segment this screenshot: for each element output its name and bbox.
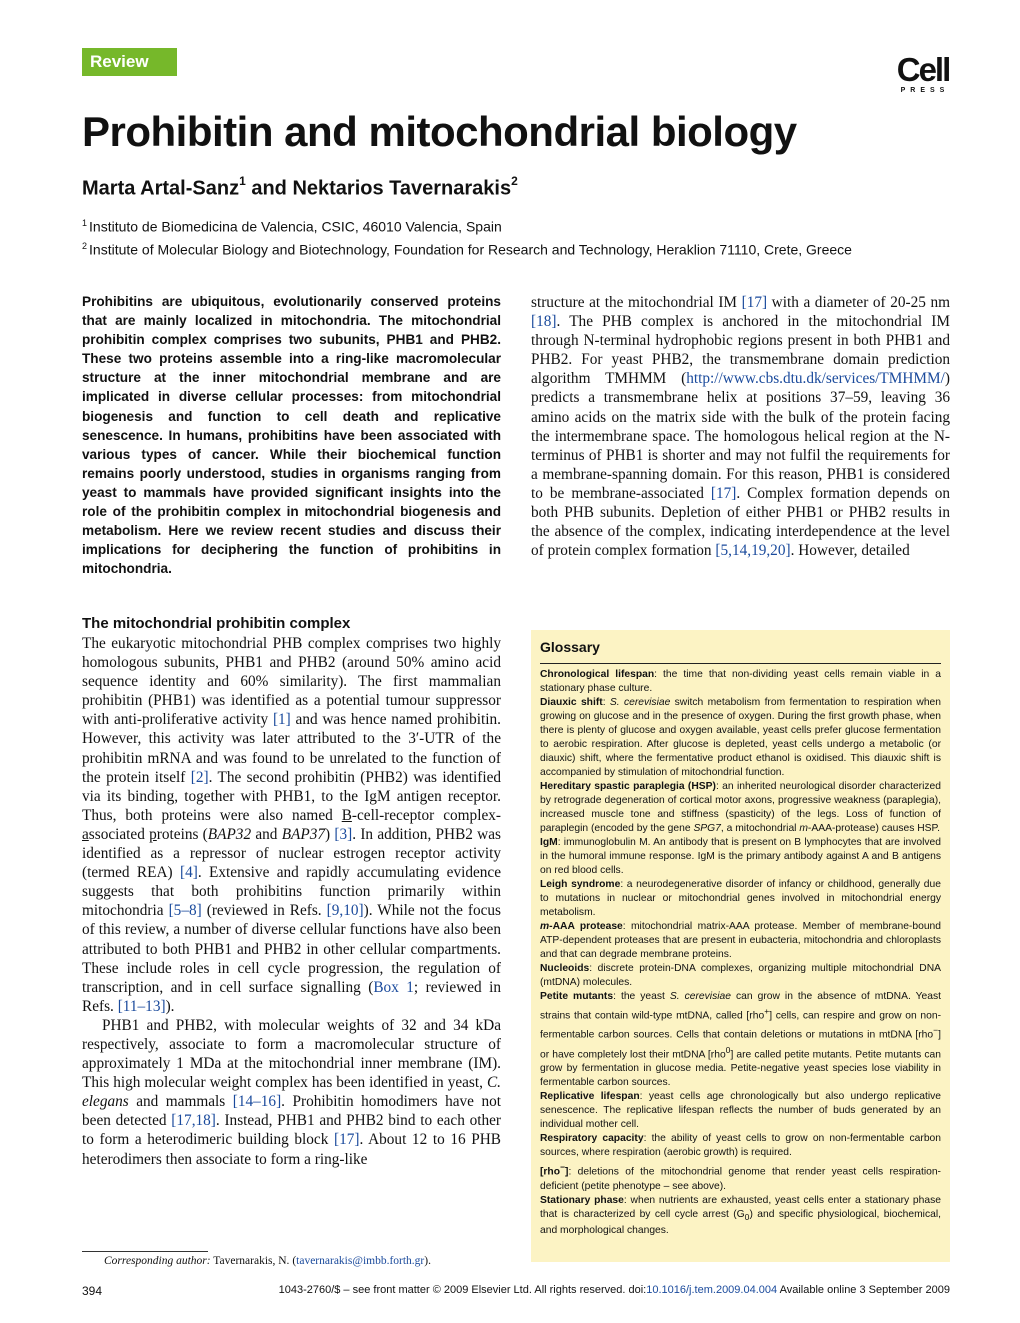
footnote-label: Corresponding author: [104, 1255, 211, 1267]
glossary-term: Diauxic shift [540, 697, 603, 708]
text-run: : immunoglobulin M. An antibody that is present on B lymphocytes that are involved in the humoral immune response. IgM is the primary antibody against A and B antigens on red blood cells. [540, 837, 941, 876]
citation-link[interactable]: [18] [531, 313, 557, 331]
body-paragraph [531, 293, 950, 560]
text-run: . In addition, PHB2 was identified as a repressor of nuclear estrogen receptor activity (termed REA) [82, 825, 501, 882]
glossary-entry [540, 962, 941, 990]
author-affil-sup: 1 [239, 174, 246, 188]
text-run: BAP32 [207, 825, 252, 843]
glossary-entry [540, 878, 941, 920]
text-run: The eukaryotic mitochondrial PHB complex comprises two highly homologous subunits, PHB1 and PHB2 (around 50% amino acid sequence identity and 60% similarity). The first mammalian prohibitin (PHB1) was identified as a potential tumour suppressor with anti-proliferative activity [82, 635, 501, 729]
glossary-box [531, 630, 950, 1262]
text-run: 0 [744, 1211, 750, 1222]
text-run: and mammals [128, 1093, 233, 1111]
glossary-list [540, 668, 941, 1238]
text-run: -cell-receptor complex- [351, 806, 501, 824]
text-run: : when nutrients are exhausted, yeast cells enter a stationary phase that is characterized by cell cycle arrest (G [540, 1194, 941, 1220]
body-paragraph [82, 1016, 501, 1169]
text-run: with a diameter of 20-25 nm [767, 294, 951, 311]
glossary-entry [540, 1132, 941, 1160]
affiliations [82, 214, 852, 259]
text-run: ] cells, can respire and grow on non-fermentable carbon sources. Cells that contain deletions or mutations in mtDNA [rho [540, 1010, 942, 1041]
citation-link[interactable]: [17] [741, 294, 768, 311]
text-run: ) predicts a transmembrane helix at positions 37–59, leaving 36 amino acids on the matrix side with the bulk of the protein facing the intermembrane space. The homologous helical region at the N-terminus of PHB1 is shorter and may not fulfil the requirements for a membrane-spanning domain. For this reason, PHB1 is considered to be membrane-associated [531, 370, 950, 502]
text-run: m [799, 823, 808, 834]
glossary-term: Hereditary spastic paraplegia (HSP) [540, 781, 716, 792]
text-run: + [764, 1006, 770, 1016]
author-joiner: and [251, 177, 287, 200]
glossary-term: [rho [540, 1166, 561, 1178]
text-run: : an inherited neurological disorder characterized by retrograde degeneration of cortical motor axons, progressive weakness (paraplegia), increased muscle tone and stiffness (spasticity) of the legs. Loss of function of paraplegin (encoded by the gene [540, 781, 941, 834]
text-run: ] are called petite mutants. Petite mutants can grow by fermentation in glucose media. Petite-negative yeast species lose viability in fermentable carbon sources. [540, 1049, 941, 1089]
text-run: BAP37 [281, 825, 326, 843]
author-name: Marta Artal-Sanz [82, 177, 240, 200]
footer-info [279, 1284, 950, 1296]
affiliation-sup: 2 [82, 240, 88, 251]
article-title: Prohibitin and mitochondrial biology [82, 108, 797, 155]
corresponding-author-note: Corresponding author: Tavernarakis, N. (tavernarakis@imbb.forth.gr). [104, 1255, 431, 1267]
glossary-entry [540, 1194, 941, 1238]
text-run: . Extensive and rapidly accumulating evidence suggests that both prohibitins function primarily within mitochondria [82, 864, 502, 920]
text-run: , a mitochondrial [720, 823, 800, 834]
body-right-column [531, 293, 950, 560]
text-run: and [251, 825, 282, 843]
affiliation-text: Institute of Molecular Biology and Biotechnology, Foundation for Research and Technology, Heraklion 71110, Crete, Greece [89, 241, 852, 258]
citation-link[interactable]: [2] [190, 768, 209, 786]
text-run: SPG7 [693, 823, 721, 834]
text-run: : the yeast [613, 991, 670, 1002]
text-run: a [82, 825, 89, 843]
text-run: − [933, 1025, 939, 1036]
glossary-entry [540, 1090, 941, 1132]
affiliation [82, 237, 852, 260]
text-run: . Instead, PHB1 and PHB2 bind to each other to form a heterodimeric building block [82, 1112, 501, 1149]
citation-link[interactable]: Box 1 [373, 978, 414, 996]
footnote-rule [82, 1251, 208, 1252]
citation-link[interactable]: [1] [272, 711, 291, 729]
footnote-name: Tavernarakis, N. [213, 1255, 290, 1267]
text-run: : a neurodegenerative disorder of infancy or childhood, generally due to mutations in nuclear or mitochondrial genes involved in mitochondrial energy metabolism. [540, 879, 941, 918]
glossary-term: Replicative lifespan [540, 1091, 640, 1103]
text-run: S. cerevisiae [669, 991, 731, 1002]
body-left-column [82, 634, 501, 1169]
glossary-entry [540, 696, 941, 780]
text-run: ) and specific physiological, biochemical, and morphological changes. [540, 1208, 941, 1236]
glossary-term: Leigh syndrome [540, 879, 621, 890]
glossary-term: Nucleoids [540, 963, 590, 974]
footer-online: Available online 3 September 2009 [777, 1284, 950, 1296]
author-list [82, 176, 518, 201]
glossary-term: Chronological lifespan [540, 669, 655, 680]
glossary-term: Respiratory capacity [540, 1133, 644, 1145]
text-run: : discrete protein-DNA complexes, organizing multiple mitochondrial DNA (mtDNA) molecules. [540, 963, 941, 988]
text-run: : the time that non-dividing yeast cells remain viable in a stationary phase culture. [540, 669, 941, 694]
logo-press: PRESS [900, 87, 950, 94]
citation-link[interactable]: http://www.cbs.dtu.dk/services/TMHMM/ [686, 370, 945, 388]
author-affil-sup: 2 [511, 174, 518, 188]
affiliation [82, 214, 852, 237]
text-run: switch metabolism from fermentation to respiration when growing on glucose and in the presence of oxygen. During the first growth phase, when there is plenty of glucose and oxygen available, yeast cells prefer glucose fermentation to aerobic respiration. After glucose is depleted, yeast cells undergo a metabolic (or diauxic) shift, where the fermentative product ethanol is oxidised. This diauxic shift is accompanied by stimulation of mitochondrial function. [540, 697, 941, 778]
citation-link[interactable]: [17] [333, 1131, 360, 1149]
text-run: : mitochondrial matrix-AAA protease. Member of membrane-bound ATP-dependent proteases that are present in eubacteria, mitochondria and chloroplasts and that can degrade membrane proteins. [540, 921, 941, 960]
glossary-entry [540, 1160, 941, 1193]
text-run: : the ability of yeast cells to grow on non-fermentable carbon sources, where respiration (aerobic growth) is required. [540, 1133, 941, 1159]
text-run: . Complex formation depends on both PHB subunits. Depletion of either PHB1 or PHB2 results in the absence of the complex, indicating interdependence at the level of protein complex formation [531, 484, 950, 560]
text-run: (reviewed in Refs. [201, 902, 327, 920]
abstract: Prohibitins are ubiquitous, evolutionarily conserved proteins that are mainly localized in mitochondria. The mitochondrial prohibitin complex comprises two subunits, PHB1 and PHB2. These two proteins assemble into a ring-like macromolecular structure at the inner mitochondrial membrane and are implicated in diverse cellular processes: from mitochondrial biogenesis and function to cell death and replicative senescence. In humans, prohibitins have been associated with various types of cancer. While their biochemical function remains poorly understood, studies in organisms ranging from yeast to mammals have provided significant insights into the role of the prohibitin complex in mitochondrial biogenesis and metabolism. Here we review recent studies and discuss their implications for deciphering the function of prohibitins in mitochondria. [82, 294, 501, 577]
text-run: ) [325, 825, 335, 843]
text-run: ssociated [88, 825, 150, 843]
text-run: p [149, 825, 157, 843]
text-run: ] or have completely lost their mtDNA [rho [540, 1029, 941, 1061]
citation-link[interactable]: [5–8] [168, 902, 202, 920]
glossary-title: Glossary [540, 636, 941, 664]
logo-word: Cell [896, 51, 950, 88]
citation-link[interactable]: [11–13] [117, 997, 166, 1015]
text-run: structure at the mitochondrial IM [531, 294, 742, 311]
text-run: S. cerevisiae [609, 697, 671, 708]
glossary-term: IgM [540, 837, 558, 848]
section-heading: The mitochondrial prohibitin complex [82, 615, 351, 632]
glossary-entry [540, 920, 941, 962]
footer-issn: 1043-2760/$ – see front matter © 2009 Elsevier Ltd. All rights reserved. doi: [278, 1284, 647, 1296]
glossary-entry [540, 780, 941, 836]
glossary-entry [540, 990, 941, 1090]
text-run: B [341, 806, 352, 824]
glossary-term: Stationary phase [540, 1194, 624, 1206]
text-run: : [602, 697, 610, 708]
glossary-entry [540, 836, 941, 878]
author-email-link[interactable]: tavernarakis@imbb.forth.gr [296, 1255, 425, 1267]
citation-link[interactable]: [9,10] [326, 902, 364, 920]
glossary-term: ] [565, 1166, 569, 1178]
glossary-term: − [560, 1162, 566, 1173]
glossary-term: Petite mutants [540, 991, 614, 1002]
text-run: : yeast cells age chronologically but also undergo replicative senescence. The replicative lifespan reflects the number of buds generated by an individual mother cell. [540, 1091, 941, 1131]
text-run: can grow in the absence of mtDNA. Yeast strains that contain wild-type mtDNA, called [rho [540, 991, 941, 1022]
text-run: 0 [725, 1044, 731, 1055]
doi-link[interactable]: 10.1016/j.tem.2009.04.004 [646, 1284, 778, 1296]
text-run: and was hence named prohibitin. However, this activity was later attributed to the 3′-UTR of the prohibitin mRNA and was found to be unrelated to the function of the protein itself [82, 711, 501, 786]
citation-link[interactable]: [4] [180, 864, 198, 882]
text-run: PHB1 and PHB2, with molecular weights of 32 and 34 kDa respectively, associate to form a macromolecular structure of approximately 1 MDa at the mitochondrial inner membrane (IM). This high molecular weight complex has been identified in yeast, [82, 1016, 501, 1092]
text-run: . However, detailed [790, 542, 910, 560]
affiliation-text: Instituto de Biomedicina de Valencia, CSIC, 46010 Valencia, Spain [89, 218, 502, 235]
text-run: . Prohibitin homodimers have not been detected [82, 1093, 501, 1130]
author-name: Nektarios Tavernarakis [292, 177, 512, 200]
text-run: . About 12 to 16 PHB heterodimers then associate to form a ring-like [82, 1131, 501, 1168]
text-run: -AAA-protease) causes HSP. [807, 823, 940, 834]
text-run: C. elegans [82, 1074, 501, 1111]
affiliation-sup: 1 [82, 218, 88, 228]
article-type-tag: Review [82, 48, 177, 76]
body-paragraph [82, 634, 501, 1016]
text-run: roteins ( [156, 825, 208, 843]
citation-link[interactable]: [17,18] [171, 1112, 216, 1130]
glossary-term: m [540, 921, 550, 932]
citation-link[interactable]: [17] [710, 484, 737, 502]
text-run: . The PHB complex is anchored in the mitochondrial IM through N-terminal hydrophobic regions present in both PHB1 and PHB2. For yeast PHB2, the transmembrane domain prediction algorithm TMHMM ( [531, 313, 950, 388]
citation-link[interactable]: [5,14,19,20] [715, 542, 791, 560]
glossary-term: -AAA protease [549, 921, 623, 932]
citation-link[interactable]: [14–16] [232, 1093, 282, 1111]
cell-press-logo [893, 51, 953, 95]
text-run: : deletions of the mitochondrial genome that render yeast cells respiration-deficient (petite phenotype – see above). [540, 1166, 941, 1192]
text-run: ). [165, 997, 175, 1015]
text-run: . The second prohibitin (PHB2) was identified via its binding, together with PHB1, to the IgM antigen receptor. Thus, both proteins were also named [82, 768, 502, 824]
glossary-entry [540, 668, 941, 696]
page-number: 394 [82, 1284, 103, 1298]
citation-link[interactable]: [3] [334, 825, 353, 843]
text-run: ). While not the focus of this review, a number of diverse cellular functions have also been attributed to both PHB1 and PHB2 in other cellular compartments. These include roles in cell cycle progression, the regulation of transcription, and in cell surface signalling ( [82, 902, 502, 996]
text-run: ; reviewed in Refs. [82, 978, 501, 1015]
